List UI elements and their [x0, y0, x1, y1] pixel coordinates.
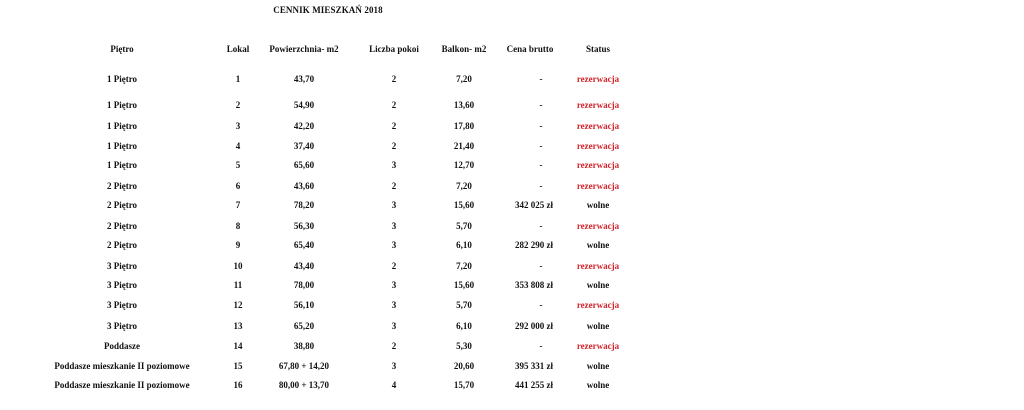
cell-unit: 15 [233, 361, 243, 371]
cell-balcony: 7,20 [456, 74, 472, 84]
cell-price: 342 025 zł [515, 200, 553, 210]
cell-balcony: 12,70 [453, 160, 475, 170]
cell-floor: Poddasze mieszkanie II poziomowe [54, 380, 190, 390]
cell-rooms: 3 [391, 240, 397, 250]
status-badge: rezerwacja [576, 74, 620, 84]
cell-rooms: 3 [391, 321, 397, 331]
cell-rooms: 2 [391, 181, 397, 191]
cell-unit: 2 [235, 100, 241, 110]
cell-floor: 2 Piętro [106, 181, 138, 191]
cell-balcony: 7,20 [456, 261, 472, 271]
cell-balcony: 20,60 [453, 361, 475, 371]
cell-floor: 3 Piętro [106, 280, 138, 290]
cell-rooms: 2 [391, 74, 397, 84]
cell-price: - [539, 261, 543, 271]
status-badge: wolne [586, 200, 610, 210]
status-badge: rezerwacja [576, 300, 620, 310]
cell-area: 65,60 [293, 160, 315, 170]
cell-area: 38,80 [293, 341, 315, 351]
cell-price: 282 290 zł [515, 240, 553, 250]
cell-rooms: 3 [391, 361, 397, 371]
cell-price: - [539, 141, 543, 151]
cell-area: 56,30 [293, 221, 315, 231]
cell-price: - [539, 100, 543, 110]
cell-unit: 14 [233, 341, 243, 351]
cell-area: 80,00 + 13,70 [278, 380, 330, 390]
cell-rooms: 3 [391, 221, 397, 231]
status-badge: wolne [586, 361, 610, 371]
cell-area: 65,20 [293, 321, 315, 331]
cell-floor: Poddasze [104, 341, 140, 351]
header-price: Cena brutto [506, 44, 554, 54]
cell-floor: 3 Piętro [106, 261, 138, 271]
cell-balcony: 17,80 [453, 121, 475, 131]
cell-unit: 13 [233, 321, 243, 331]
cell-floor: 1 Piętro [106, 160, 138, 170]
cell-balcony: 13,60 [453, 100, 475, 110]
cell-unit: 3 [235, 121, 241, 131]
cell-balcony: 21,40 [453, 141, 475, 151]
cell-unit: 7 [235, 200, 241, 210]
cell-rooms: 2 [391, 341, 397, 351]
cell-floor: 3 Piętro [106, 300, 138, 310]
cell-rooms: 3 [391, 200, 397, 210]
cell-area: 54,90 [293, 100, 315, 110]
cell-rooms: 2 [391, 121, 397, 131]
cell-unit: 5 [235, 160, 241, 170]
cell-area: 65,40 [293, 240, 315, 250]
header-rooms: Liczba pokoi [369, 44, 419, 54]
cell-floor: 2 Piętro [106, 240, 138, 250]
status-badge: rezerwacja [576, 100, 620, 110]
cell-balcony: 15,60 [453, 200, 475, 210]
cell-balcony: 15,70 [453, 380, 475, 390]
status-badge: wolne [586, 380, 610, 390]
cell-price: - [539, 300, 543, 310]
cell-price: - [539, 160, 543, 170]
status-badge: rezerwacja [576, 181, 620, 191]
cell-price: - [539, 74, 543, 84]
cell-price: 441 255 zł [515, 380, 553, 390]
header-floor: Piętro [110, 44, 134, 54]
cell-floor: 1 Piętro [106, 74, 138, 84]
cell-price: - [539, 121, 543, 131]
cell-area: 56,10 [293, 300, 315, 310]
cell-floor: 1 Piętro [106, 141, 138, 151]
cell-balcony: 5,30 [456, 341, 472, 351]
page-title: CENNIK MIESZKAŃ 2018 [273, 5, 383, 15]
header-status: Status [585, 44, 611, 54]
cell-price: - [539, 341, 543, 351]
cell-unit: 12 [233, 300, 243, 310]
cell-area: 37,40 [293, 141, 315, 151]
cell-unit: 9 [235, 240, 241, 250]
cell-balcony: 5,70 [456, 300, 472, 310]
header-balcony: Balkon- m2 [441, 44, 487, 54]
cell-area: 43,60 [293, 181, 315, 191]
status-badge: rezerwacja [576, 121, 620, 131]
cell-floor: 1 Piętro [106, 100, 138, 110]
cell-price: 395 331 zł [515, 361, 553, 371]
cell-area: 42,20 [293, 121, 315, 131]
status-badge: wolne [586, 280, 610, 290]
cell-balcony: 7,20 [456, 181, 472, 191]
cell-area: 78,20 [293, 200, 315, 210]
cell-area: 67,80 + 14,20 [278, 361, 330, 371]
status-badge: rezerwacja [576, 221, 620, 231]
status-badge: rezerwacja [576, 160, 620, 170]
cell-area: 43,40 [293, 261, 315, 271]
cell-area: 43,70 [293, 74, 315, 84]
cell-unit: 11 [233, 280, 243, 290]
status-badge: wolne [586, 321, 610, 331]
cell-rooms: 4 [391, 380, 397, 390]
cell-area: 78,00 [293, 280, 315, 290]
cell-price: - [539, 181, 543, 191]
cell-balcony: 6,10 [456, 321, 472, 331]
cell-floor: 2 Piętro [106, 200, 138, 210]
cell-unit: 10 [233, 261, 243, 271]
cell-balcony: 5,70 [456, 221, 472, 231]
cell-balcony: 15,60 [453, 280, 475, 290]
cell-balcony: 6,10 [456, 240, 472, 250]
cell-rooms: 2 [391, 100, 397, 110]
cell-unit: 4 [235, 141, 241, 151]
status-badge: rezerwacja [576, 261, 620, 271]
cell-price: - [539, 221, 543, 231]
cell-price: 292 000 zł [515, 321, 553, 331]
header-unit: Lokal [226, 44, 250, 54]
cell-rooms: 2 [391, 141, 397, 151]
cell-unit: 8 [235, 221, 241, 231]
cell-unit: 6 [235, 181, 241, 191]
cell-floor: 2 Piętro [106, 221, 138, 231]
header-area: Powierzchnia- m2 [269, 44, 339, 54]
cell-rooms: 2 [391, 261, 397, 271]
status-badge: rezerwacja [576, 141, 620, 151]
cell-unit: 1 [235, 74, 241, 84]
status-badge: wolne [586, 240, 610, 250]
cell-floor: Poddasze mieszkanie II poziomowe [54, 361, 190, 371]
cell-floor: 3 Piętro [106, 321, 138, 331]
cell-rooms: 3 [391, 160, 397, 170]
cell-rooms: 3 [391, 300, 397, 310]
cell-price: 353 808 zł [515, 280, 553, 290]
status-badge: rezerwacja [576, 341, 620, 351]
cell-unit: 16 [233, 380, 243, 390]
cell-floor: 1 Piętro [106, 121, 138, 131]
cell-rooms: 3 [391, 280, 397, 290]
